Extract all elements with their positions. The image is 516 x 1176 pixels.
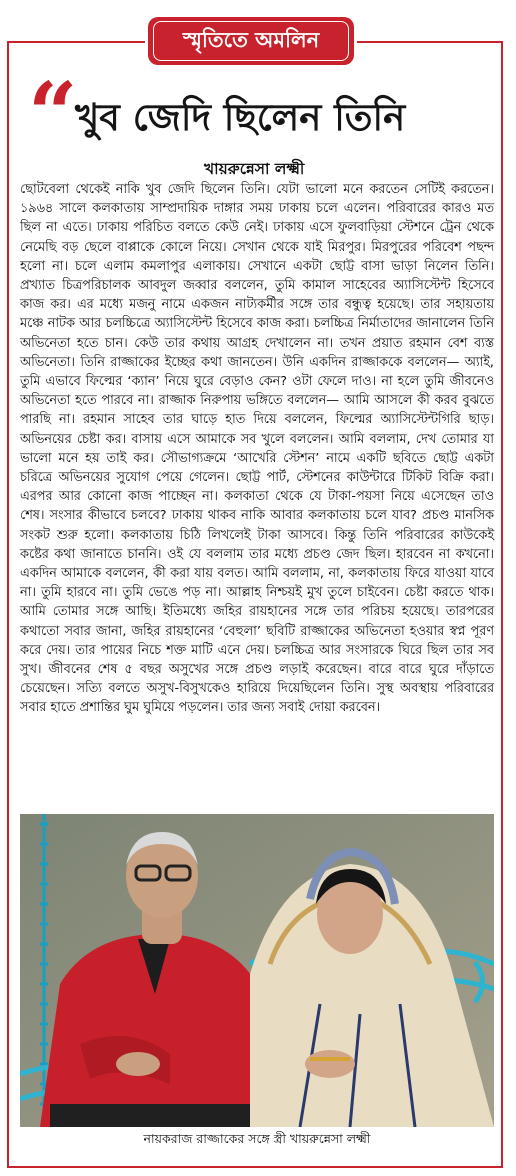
photo-caption: নায়করাজ রাজ্জাকের সঙ্গে স্ত্রী খায়রুন্নেসা লক্ষ্মী bbox=[143, 1131, 371, 1146]
couple-photo bbox=[20, 814, 494, 1127]
byline: খায়রুন্নেসা লক্ষ্মী bbox=[204, 160, 305, 178]
article-body: ছোটবেলা থেকেই নাকি খুব জেদি ছিলেন তিনি। যেটা ভালো মনে করতেন সেটিই করতেন। ১৯৬৪ সালে কলকাতায় সাম্প্রদায়িক দাঙ্গার সময় ঢাকায় চলে এলেন। পরিবারের কারও মত ছিল না এতে। ঢাকায় পরিচিত বলতে কেউ নেই। ঢাকায় এসে ফুলবাড়িয়া স্টেশনে ট্রেন থেকে নেমেছি বড় ছেলে বাপ্পাকে কোলে নিয়ে। সেখান থেকে যাই মিরপুর। মিরপুরের পরিবেশ পছন্দ হলো না। চলে এলাম কমলাপুর এলাকায়। সেখানে একটা ছোট্ট বাসা ভাড়া নিলেন তিনি। প্রখ্যাত চিত্রপরিচালক আবদুল জব্বার বললেন, তুমি কামাল সাহেবের অ্যাসিস্টেন্ট হিসেবে কাজ কর। এর মধ্যে মজনু নামে একজন নাট্যকর্মীর সঙ্গে তার বন্ধুত্ব হয়েছে। তার সহায়তায় মঞ্চে নাটক আর চলচ্চিত্রে অ্যাসিস্টেন্ট হিসেবে কাজ করা। চলচ্চিত্র নির্মাতাদের জানালেন তিনি অভিনেতা হতে চান। কেউ তার কথায় আগ্রহ দেখালেন না। তখন প্রয়াত রহমান বেশ ব্যস্ত অভিনেতা। তিনি রাজ্জাকের ইচ্ছের কথা জানতেন। উনি একদিন রাজ্জাককে বললেন— অ্যাই, তুমি এভাবে ফিল্মের ‘ক্যান’ নিয়ে ঘুরে বেড়াও কেন? ওটা ফেলে দাও। না হলে তুমি জীবনেও অভিনেতা হতে পারবে না। রাজ্জাক নিরুপায় ভঙ্গিতে বললেন— আমি আসলে কী করব বুঝতে পারছি না। রহমান সাহেব তার ঘাড়ে হাত দিয়ে বললেন, ফিল্মের অ্যাসিস্টেন্টগিরি ছাড়। অভিনয়ের চেষ্টা কর। বাসায় এসে আমাকে সব খুলে বললেন। আমি বললাম, দেখ তোমার যা ভালো মনে হয় তাই কর। সৌভাগ্যক্রমে ‘আখেরি স্টেশন’ নামে একটি ছবিতে ছোট্ট একটা চরিত্রে অভিনয়ের সুযোগ পেয়ে গেলেন। ছোট্ট পার্ট, স্টেশনের কাউন্টারে টিকিট বিক্রি করা। এরপর আর কোনো কাজ পাচ্ছেন না। কলকাতা থেকে যে টাকা-পয়সা নিয়ে এসেছেন তাও শেষ। সংসার কীভাবে চলবে? ঢাকায় থাকব নাকি আবার কলকাতায় চলে যাব? প্রচণ্ড মানসিক সংকট শুরু হলো। কলকাতায় চিঠি লিখলেই টাকা আসবে। কিন্তু তিনি পরিবারের কাউকেই কষ্টের কথা জানাতে চাননি। ওই যে বললাম তার মধ্যে প্রচণ্ড জেদ ছিল। হারবেন না কখনো। একদিন আমাকে বললেন, কী করা যায় বলত। আমি বললাম, না, কলকাতায় ফিরে যাওয়া যাবে না। তুমি হারবে না। তুমি ভেঙে পড় না। আল্লাহ নিশ্চয়ই মুখ তুলে চাইবেন। চেষ্টা করতে থাক। আমি তোমার সঙ্গে আছি। ইতিমধ্যে জহির রায়হানের সঙ্গে তার পরিচয় হয়েছে। তারপরের কথাতো সবার জানা, জহির রায়হানের ‘বেহুলা’ ছবিটি রাজ্জাকের অভিনেতা হওয়ার স্বপ্ন পূরণ করে দেয়। তার পায়ের নিচে শক্ত মাটি এনে দেয়। চলচ্চিত্র আর সংসারকে ঘিরে ছিল তার সব সুখ। জীবনের শেষ ৫ বছর অসুখের সঙ্গে প্রচণ্ড লড়াই করেছেন। বারে বারে ঘুরে দাঁড়াতে চেয়েছেন। সত্যি বলতে অসুখ-বিসুখকেও হারিয়ে দিয়েছিলেন তিনি। সুস্থ অবস্থায় পরিবারের সবার হাতে প্রশান্তির ঘুম ঘুমিয়ে পড়লেন। তার জন্য সবাই দোয়া করবেন। bbox=[20, 182, 494, 716]
quote-mark-icon: “ bbox=[28, 64, 78, 165]
headline: খুব জেদি ছিলেন তিনি bbox=[75, 96, 406, 139]
section-banner bbox=[148, 17, 354, 65]
banner-label: স্মৃতিতে অমলিন bbox=[182, 27, 320, 52]
